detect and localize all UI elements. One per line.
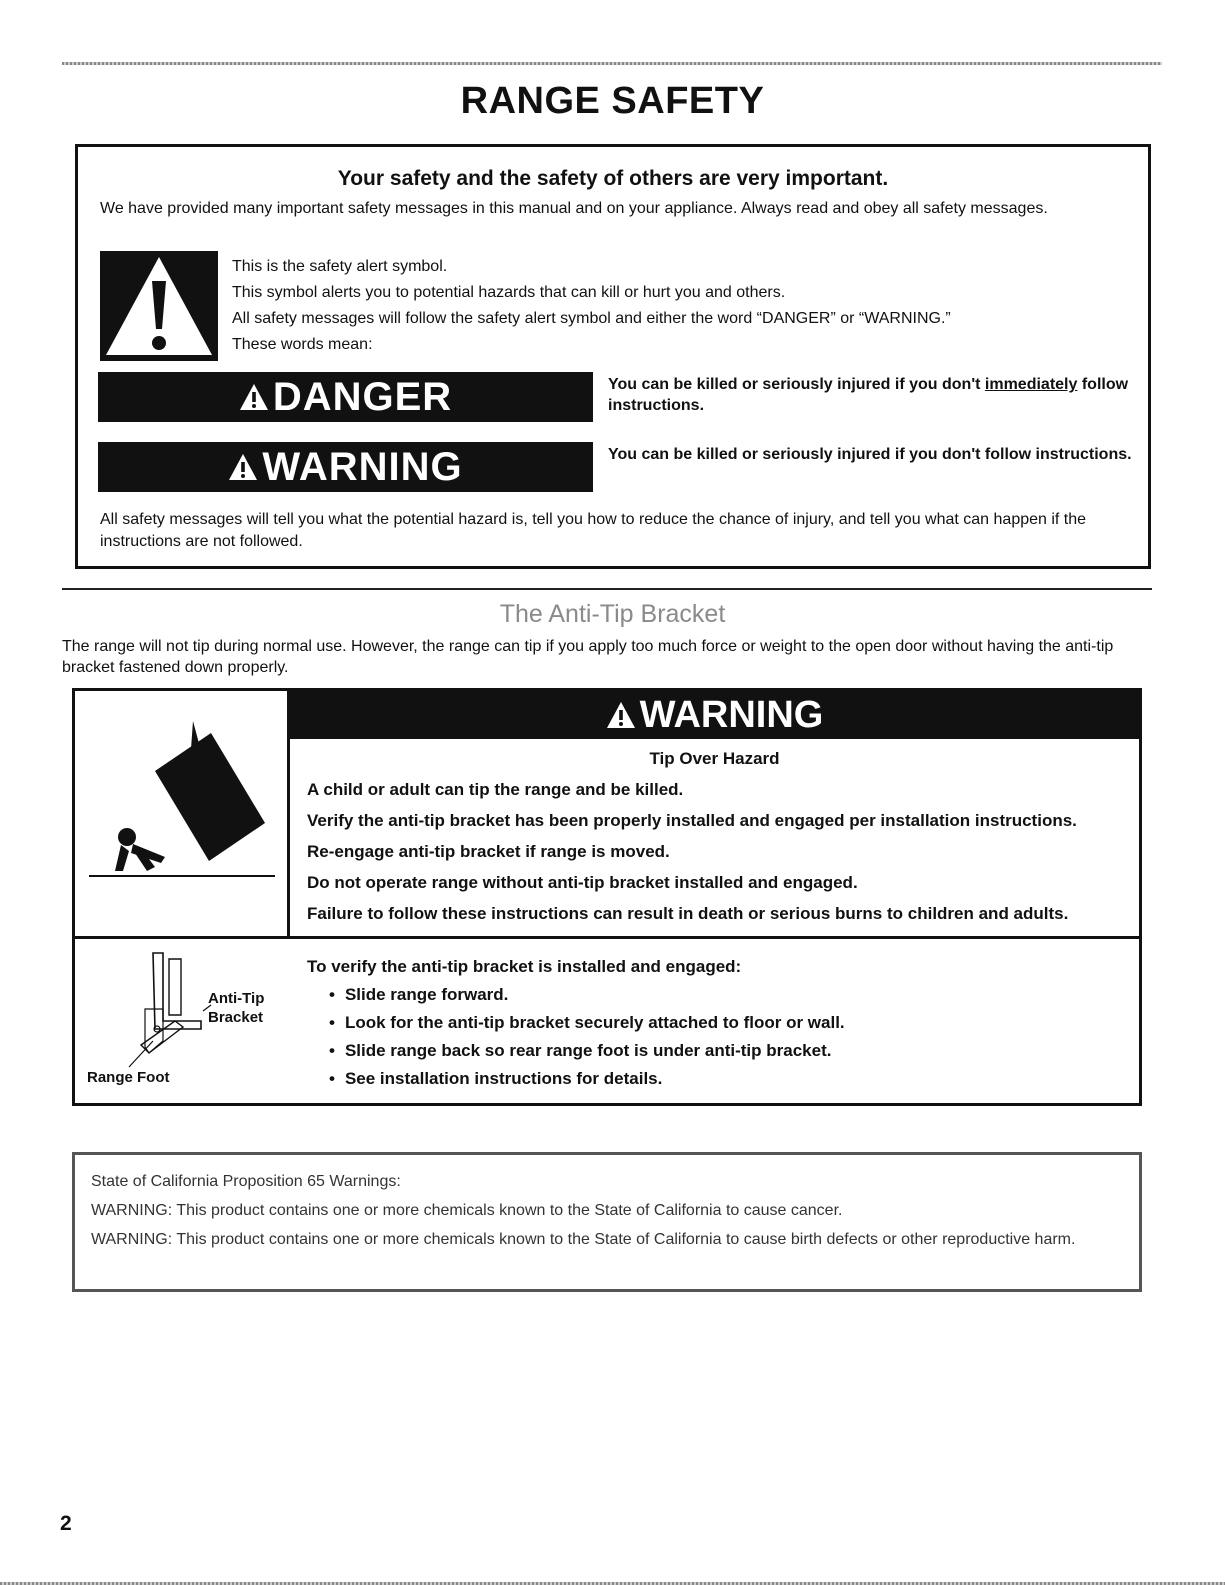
hazard-line: A child or adult can tip the range and be killed. [307,780,684,799]
alert-lines [232,255,1132,359]
safety-heading: Your safety and the safety of others are very important. [337,167,889,190]
anti-tip-warning-box [72,688,1142,1106]
tip-warning-label: WARNING [639,693,824,736]
hazard-lines [307,779,1137,934]
list-item: • Look for the anti-tip bracket securely attached to floor or wall. [329,1012,1137,1034]
safety-footer: All safety messages will tell you what the potential hazard is, tell you how to reduce the chance of injury, and tell you what can happen if the instructions are not followed. [100,511,1087,550]
list-item: • See installation instructions for details. [329,1068,1137,1090]
danger-signal [98,372,593,422]
hazard-line: Failure to follow these instructions can result in death or serious burns to children and adults. [307,904,1069,923]
warning-triangle-icon [239,383,269,411]
section-paragraph: The range will not tip during normal use. However, the range can tip if you apply too much force or weight to the open door without having the anti-tip bracket fastened down properly. [62,638,1114,676]
bracket-illustration [105,949,215,1079]
hazard-line: Do not operate range without anti-tip bracket installed and engaged. [307,873,858,892]
prop65-box [72,1152,1142,1292]
warning-description: You can be killed or seriously injured if you don't follow instructions. [608,446,1132,463]
prop65-line: WARNING: This product contains one or more chemicals known to the State of California to cause cancer. [91,1202,843,1219]
safety-alert-icon [100,251,218,361]
page-number: 2 [60,1512,72,1535]
prop65-text [91,1171,1121,1258]
warning-label: WARNING [262,444,463,489]
safety-box [75,144,1151,569]
safety-intro: We have provided many important safety messages in this manual and on your appliance. Always read and obey all safety messages. [100,200,1048,217]
section-title: The Anti-Tip Bracket [499,600,726,628]
list-item: • Slide range forward. [329,984,1137,1006]
section-rule [62,588,1152,590]
hazard-line: Verify the anti-tip bracket has been properly installed and engaged per installation instructions. [307,811,1077,830]
verify-heading: To verify the anti-tip bracket is installed and engaged: [307,957,742,976]
alert-line: This symbol alerts you to potential hazards that can kill or hurt you and others. [232,284,786,301]
prop65-line: WARNING: This product contains one or more chemicals known to the State of California to cause birth defects or other reproductive harm. [91,1231,1076,1248]
danger-label: DANGER [272,374,453,419]
page-title: RANGE SAFETY [460,80,765,122]
prop65-line: State of California Proposition 65 Warnings: [91,1173,401,1190]
tip-warning-signal [290,691,1139,739]
alert-line: This is the safety alert symbol. [232,258,448,275]
alert-line: All safety messages will follow the safety alert symbol and either the word “DANGER” or “WARNING.” [232,310,951,327]
hazard-line: Re-engage anti-tip bracket if range is moved. [307,842,670,861]
alert-line: These words mean: [232,336,373,353]
top-rule [62,62,1162,65]
hazard-title: Tip Over Hazard [649,749,780,768]
warning-triangle-icon [606,701,636,729]
range-foot-label: Range Foot [87,1069,170,1086]
divider [75,936,1139,939]
danger-description: You can be killed or seriously injured if you don't immediately follow instructions. [608,376,1129,414]
tip-over-illustration [85,711,280,891]
verify-instructions [307,956,1137,1096]
verify-list [307,984,1137,1090]
bracket-label: Anti-Tip Bracket [208,990,265,1026]
warning-signal [98,442,593,492]
warning-triangle-icon [228,453,258,481]
list-item: • Slide range back so rear range foot is under anti-tip bracket. [329,1040,1137,1062]
